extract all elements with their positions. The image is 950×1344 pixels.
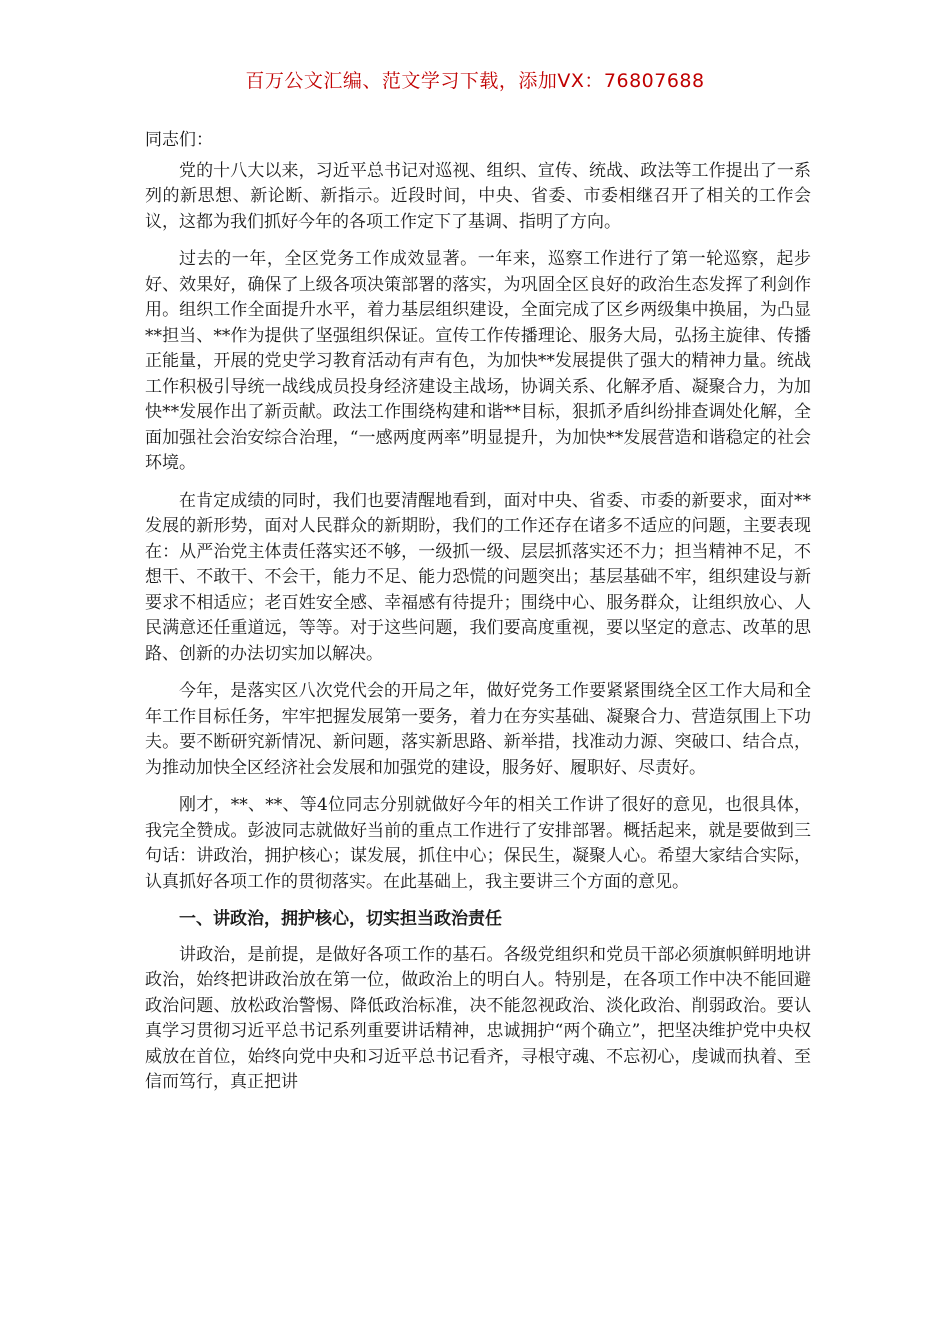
greeting: 同志们： [145, 130, 213, 150]
section-heading: 一、讲政治，拥护核心，切实担当政治责任 [179, 909, 502, 929]
paragraph-intro: 党的十八大以来，习近平总书记对巡视、组织、宣传、统战、政法等工作提出了一系列的新思想、新论断、新指示。近段时间，中央、省委、市委相继召开了相关的工作会议，这都为我们抓好今年的各项工作定下了基调、指明了方向。 [145, 160, 811, 232]
paragraph-summary: 刚才，**、**、等4位同志分别就做好今年的相关工作讲了很好的意见，也很具体，我完全赞成。彭波同志就做好当前的重点工作进行了安排部署。概括起来，就是要做到三句话：讲政治，拥护核心；谋发展，抓住中心；保民生，凝聚人心。希望大家结合实际，认真抓好各项工作的贯彻落实。在此基础上，我主要讲三个方面的意见。 [145, 795, 811, 892]
paragraph-problems: 在肯定成绩的同时，我们也要清醒地看到，面对中央、省委、市委的新要求，面对**发展的新形势，面对人民群众的新期盼，我们的工作还存在诸多不适应的问题，主要表现在：从严治党主体责任落实还不够，一级抓一级、层层抓落实还不力；担当精神不足，不想干、不敢干、不会干，能力不足、能力恐慌的问题突出；基层基础不牢，组织建设与新要求不相适应；老百姓安全感、幸福感有待提升；围绕中心、服务群众，让组织放心、人民满意还任重道远，等等。对于这些问题，我们要高度重视，要以坚定的意志、改革的思路、创新的办法切实加以解决。 [145, 490, 811, 664]
paragraph-this-year: 今年，是落实区八次党代会的开局之年，做好党务工作要紧紧围绕全区工作大局和全年工作目标任务，牢牢把握发展第一要务，着力在夯实基础、凝聚合力、营造氛围上下功夫。要不断研究新情况、新问题，落实新思路、新举措，找准动力源、突破口、结合点，为推动加快全区经济社会发展和加强党的建设，服务好、履职好、尽责好。 [145, 681, 811, 778]
document-body [145, 128, 811, 1108]
section-paragraph: 讲政治，是前提，是做好各项工作的基石。各级党组织和党员干部必须旗帜鲜明地讲政治，始终把讲政治放在第一位，做政治上的明白人。特别是，在各项工作中决不能回避政治问题、放松政治警惕、降低政治标准，决不能忽视政治、淡化政治、削弱政治。要认真学习贯彻习近平总书记系列重要讲话精神，忠诚拥护“两个确立”，把坚决维护党中央权威放在首位，始终向党中央和习近平总书记看齐，寻根守魂、不忘初心，虔诚而执着、至信而笃行，真正把讲 [145, 944, 811, 1092]
watermark-header: 百万公文汇编、范文学习下载，添加VX：76807688 [245, 70, 705, 92]
paragraph-achievements: 过去的一年，全区党务工作成效显著。一年来，巡察工作进行了第一轮巡察，起步好、效果好，确保了上级各项决策部署的落实，为巩固全区良好的政治生态发挥了利剑作用。组织工作全面提升水平，着力基层组织建设，全面完成了区乡两级集中换届，为凸显**担当、**作为提供了坚强组织保证。宣传工作传播理论、服务大局，弘扬主旋律、传播正能量，开展的党史学习教育活动有声有色，为加快**发展提供了强大的精神力量。统战工作积极引导统一战线成员投身经济建设主战场，协调关系、化解矛盾、凝聚合力，为加快**发展作出了新贡献。政法工作围绕构建和谐**目标，狠抓矛盾纠纷排查调处化解，全面加强社会治安综合治理，“一感两度两率”明显提升，为加快**发展营造和谐稳定的社会环境。 [145, 249, 811, 473]
